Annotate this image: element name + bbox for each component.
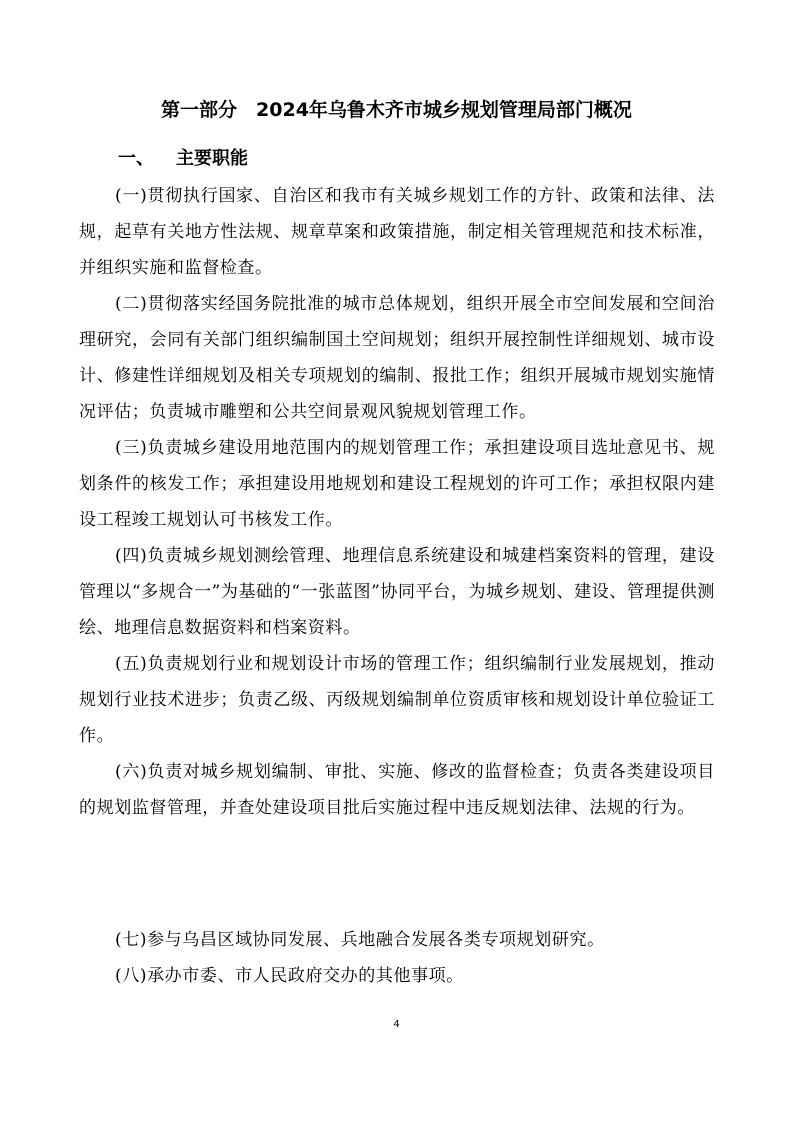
paragraph-duty-7: (七)参与乌昌区域协同发展、兵地融合发展各类专项规划研究。 — [115, 930, 605, 950]
paragraph-duty-2: (二)贯彻落实经国务院批准的城市总体规划，组织开展全市空间发展和空间治理研究，会同有关部门组织编制国土空间规划；组织开展控制性详细规划、城市设计、修建性详细规划及相关专项规划的编制、报批工作；组织开展城市规划实施情况评估；负责城市雕塑和公共空间景观风貌规划管理工作。 — [79, 294, 715, 422]
paragraph-duty-4: (四)负责城乡规划测绘管理、地理信息系统建设和城建档案资料的管理，建设管理以“多规合一”为基础的“一张蓝图”协同平台，为城乡规划、建设、管理提供测绘、地理信息数据资料和档案资料。 — [79, 546, 715, 638]
section-heading — [118, 146, 248, 172]
document-title: 第一部分 2024年乌鲁木齐市城乡规划管理局部门概况 — [161, 99, 632, 121]
paragraph-duty-8: (八)承办市委、市人民政府交办的其他事项。 — [115, 966, 464, 986]
paragraph-duty-3: (三)负责城乡建设用地范围内的规划管理工作；承担建设项目选址意见书、规划条件的核发工作；承担建设用地规划和建设工程规划的许可工作；承担权限内建设工程竣工规划认可书核发工作。 — [79, 438, 715, 530]
section-number: 一、 — [118, 148, 154, 169]
page-number: 4 — [393, 1019, 400, 1030]
paragraph-duty-6: (六)负责对城乡规划编制、审批、实施、修改的监督检查；负责各类建设项目的规划监督管理，并查处建设项目批后实施过程中违反规划法律、法规的行为。 — [79, 762, 715, 818]
section-title: 主要职能 — [176, 148, 248, 169]
paragraph-duty-5: (五)负责规划行业和规划设计市场的管理工作；组织编制行业发展规划，推动规划行业技术进步；负责乙级、丙级规划编制单位资质审核和规划设计单位验证工作。 — [79, 654, 715, 746]
paragraph-duty-1: (一)贯彻执行国家、自治区和我市有关城乡规划工作的方针、政策和法律、法规，起草有关地方性法规、规章草案和政策措施，制定相关管理规范和技术标准，并组织实施和监督检查。 — [79, 186, 715, 278]
